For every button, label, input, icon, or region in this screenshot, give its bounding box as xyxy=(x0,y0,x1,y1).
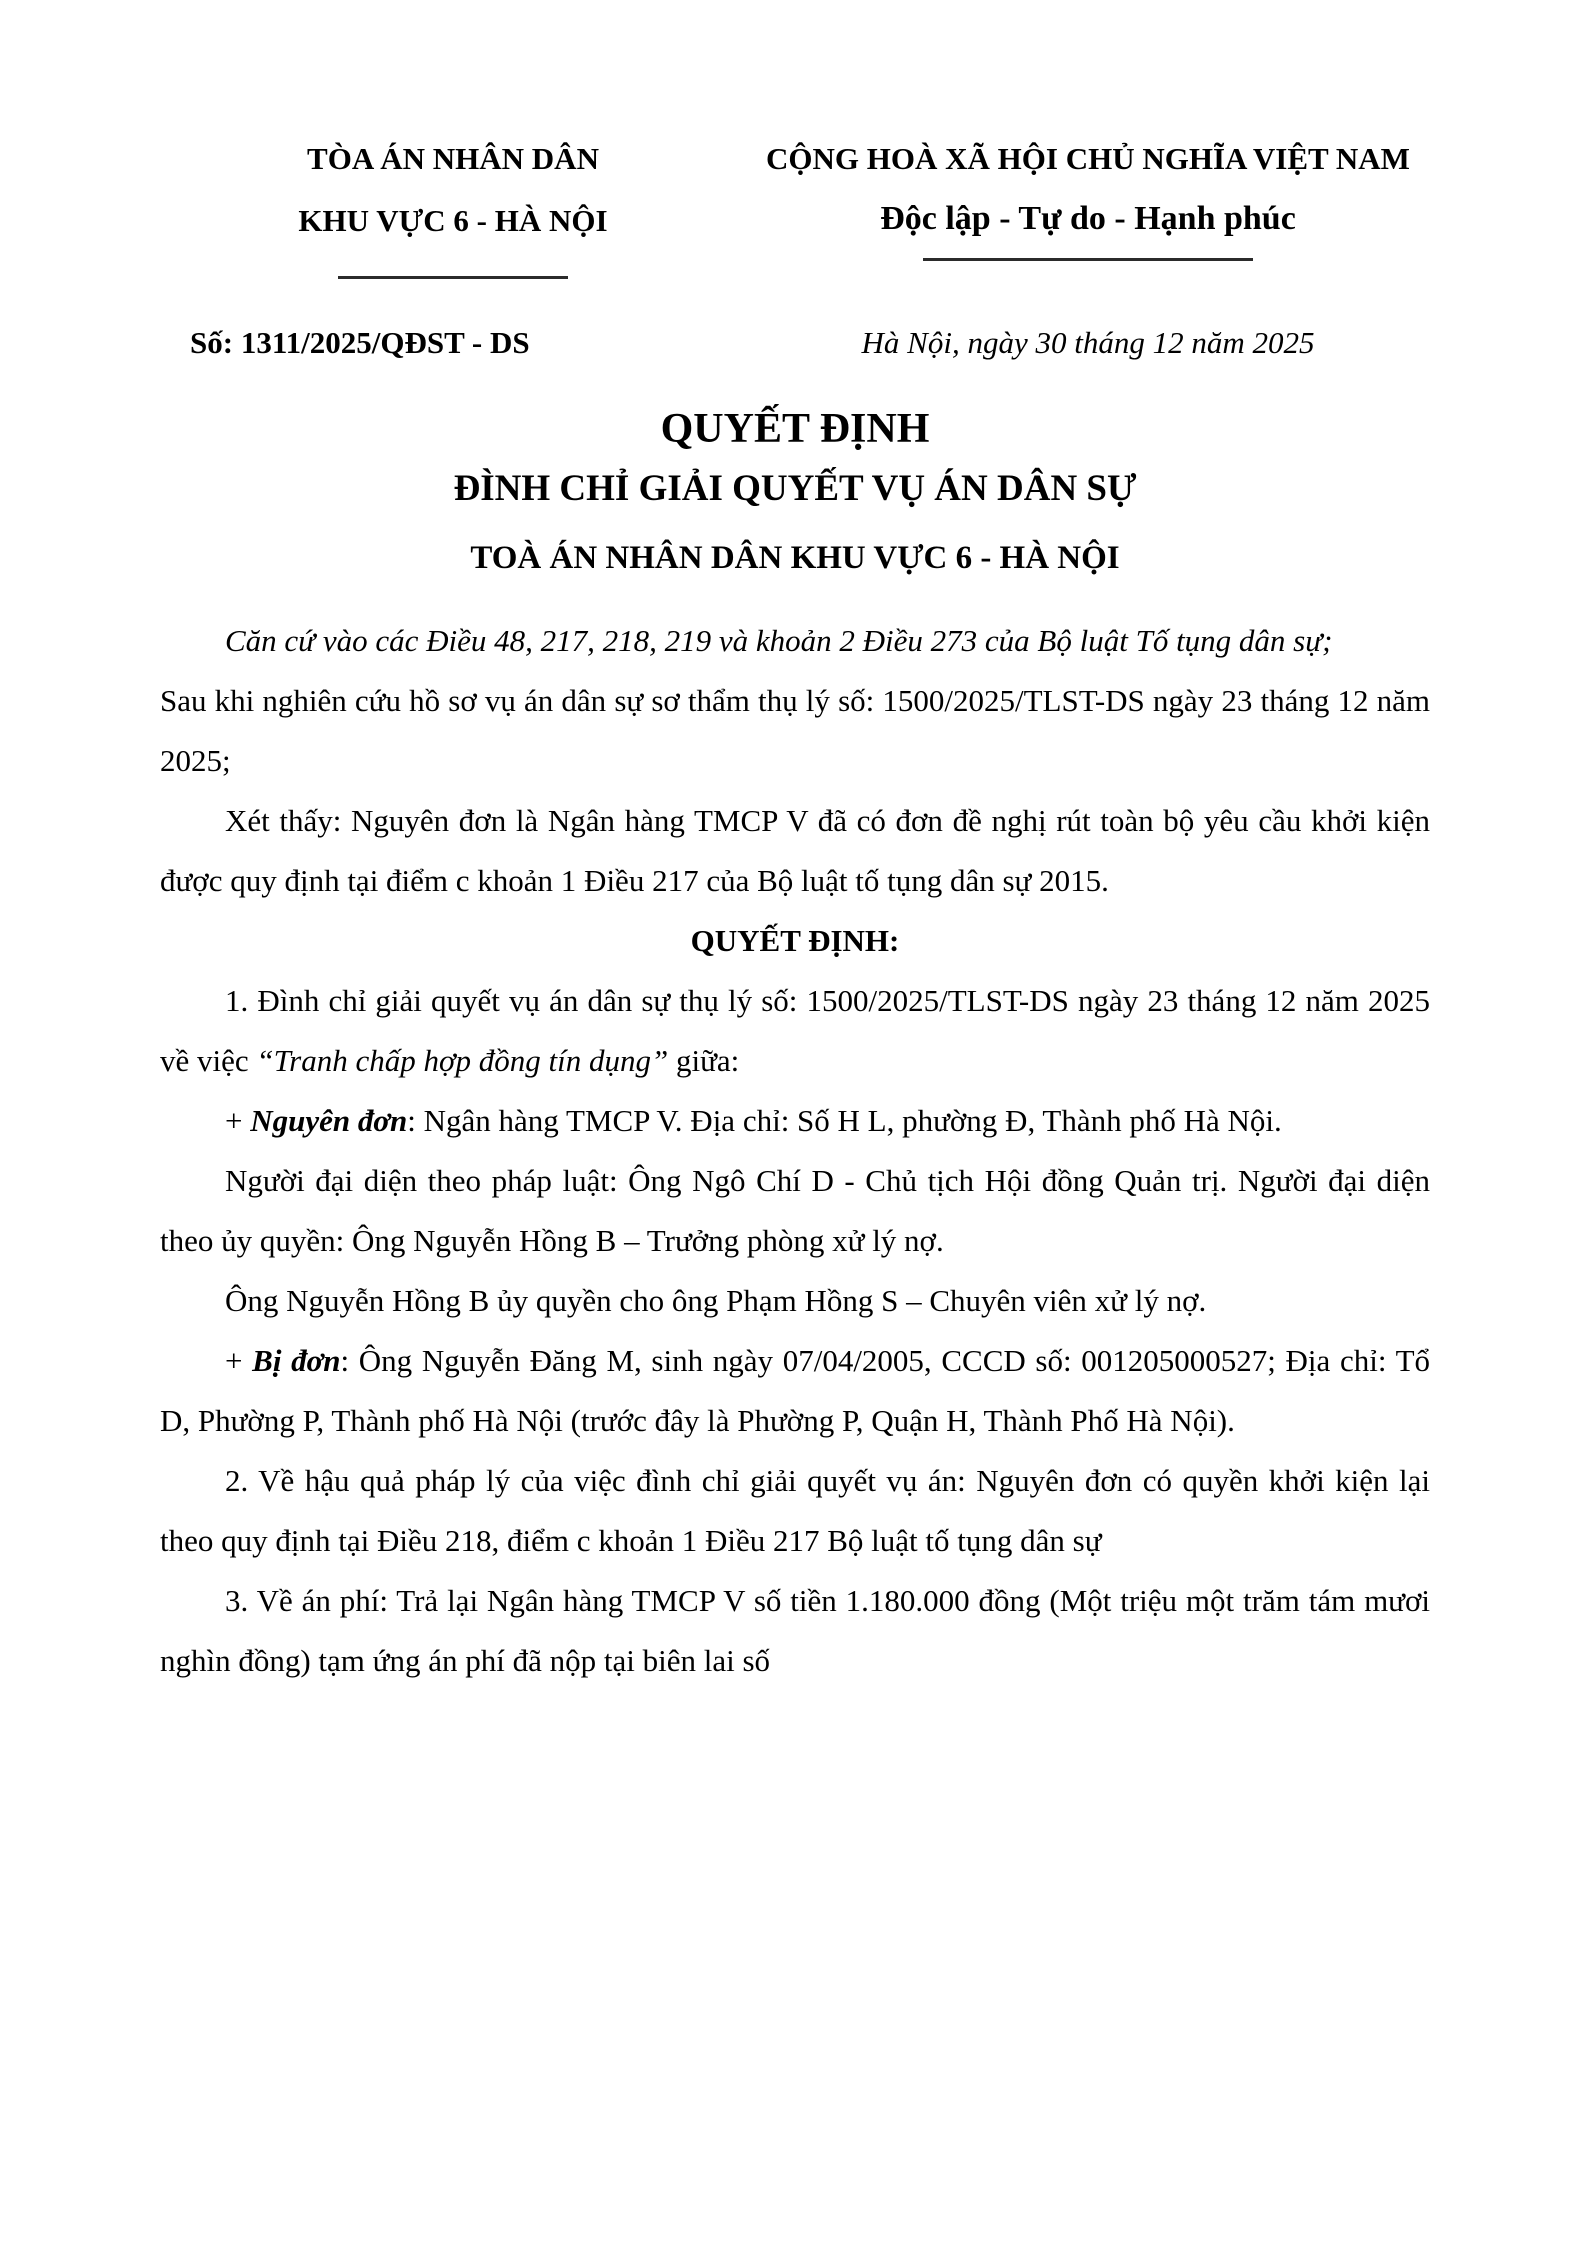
document-meta-row xyxy=(160,325,1430,361)
document-subtitle: ĐÌNH CHỈ GIẢI QUYẾT VỤ ÁN DÂN SỰ xyxy=(453,468,1137,509)
court-name-line1: TÒA ÁN NHÂN DÂN xyxy=(307,141,599,176)
place-date: Hà Nội, ngày 30 tháng 12 năm 2025 xyxy=(861,325,1315,360)
court-name-underline xyxy=(338,276,568,279)
defendant-bullet: + xyxy=(225,1343,253,1378)
paragraph-legal-basis: Căn cứ vào các Điều 48, 217, 218, 219 và khoản 2 Điều 273 của Bộ luật Tố tụng dân sự; xyxy=(225,623,1333,658)
document-number: Số: 1311/2025/QĐST - DS xyxy=(190,325,530,360)
document-title: QUYẾT ĐỊNH xyxy=(660,406,930,452)
plaintiff-text: : Ngân hàng TMCP V. Địa chỉ: Số H L, phường Đ, Thành phố Hà Nội. xyxy=(407,1103,1282,1138)
paragraph-representative: Người đại diện theo pháp luật: Ông Ngô Chí D - Chủ tịch Hội đồng Quản trị. Người đại diện theo ủy quyền: Ông Nguyễn Hồng B – Trưởng phòng xử lý nợ. xyxy=(160,1163,1430,1258)
national-motto: Độc lập - Tự do - Hạnh phúc xyxy=(880,200,1296,237)
paragraph-decision-item3: 3. Về án phí: Trả lại Ngân hàng TMCP V số tiền 1.180.000 đồng (Một triệu một trăm tám mươi nghìn đồng) tạm ứng án phí đã nộp tại biên lai số xyxy=(160,1583,1430,1678)
national-motto-underline xyxy=(923,258,1253,261)
court-name-line2: KHU VỰC 6 - HÀ NỘI xyxy=(298,203,608,238)
document-issuer-title: TOÀ ÁN NHÂN DÂN KHU VỰC 6 - HÀ NỘI xyxy=(470,540,1120,576)
item1-suffix: giữa: xyxy=(668,1043,740,1078)
item1-prefix: 1. Đình chỉ giải quyết vụ án dân sự thụ lý số: 1500/2025/TLST-DS ngày 23 tháng 12 năm 2025 về việc xyxy=(160,983,1430,1078)
document-number-cell xyxy=(160,325,746,361)
defendant-text: : Ông Nguyễn Đăng M, sinh ngày 07/04/2005, CCCD số: 001205000527; Địa chỉ: Tổ D, Phường P, Thành phố Hà Nội (trước đây là Phường P, Quận H, Thành Phố Hà Nội). xyxy=(160,1343,1430,1438)
issuing-court-block xyxy=(160,128,746,279)
decision-section-heading: QUYẾT ĐỊNH: xyxy=(690,923,900,958)
paragraph-plaintiff xyxy=(160,1091,1430,1151)
defendant-label: Bị đơn xyxy=(252,1343,341,1378)
title-block xyxy=(160,405,1430,577)
paragraph-defendant xyxy=(160,1331,1430,1451)
place-date-cell xyxy=(746,325,1430,361)
document-body xyxy=(160,611,1430,1691)
paragraph-review: Sau khi nghiên cứu hồ sơ vụ án dân sự sơ thẩm thụ lý số: 1500/2025/TLST-DS ngày 23 tháng 12 năm 2025; xyxy=(160,683,1430,778)
national-header-block xyxy=(746,128,1430,279)
paragraph-decision-item2: 2. Về hậu quả pháp lý của việc đình chỉ giải quyết vụ án: Nguyên đơn có quyền khởi kiện lại theo quy định tại Điều 218, điểm c khoản 1 Điều 217 Bộ luật tố tụng dân sự xyxy=(160,1463,1430,1558)
paragraph-decision-item1 xyxy=(160,971,1430,1091)
national-title: CỘNG HOÀ XÃ HỘI CHỦ NGHĨA VIỆT NAM xyxy=(766,141,1410,176)
paragraph-finding: Xét thấy: Nguyên đơn là Ngân hàng TMCP V đã có đơn đề nghị rút toàn bộ yêu cầu khởi kiện được quy định tại điểm c khoản 1 Điều 217 của Bộ luật tố tụng dân sự 2015. xyxy=(160,803,1430,898)
plaintiff-bullet: + xyxy=(225,1103,251,1138)
plaintiff-label: Nguyên đơn xyxy=(250,1103,408,1138)
document-header xyxy=(160,128,1430,279)
item1-case-name: “Tranh chấp hợp đồng tín dụng” xyxy=(256,1043,669,1078)
paragraph-authorization: Ông Nguyễn Hồng B ủy quyền cho ông Phạm Hồng S – Chuyên viên xử lý nợ. xyxy=(225,1283,1207,1318)
